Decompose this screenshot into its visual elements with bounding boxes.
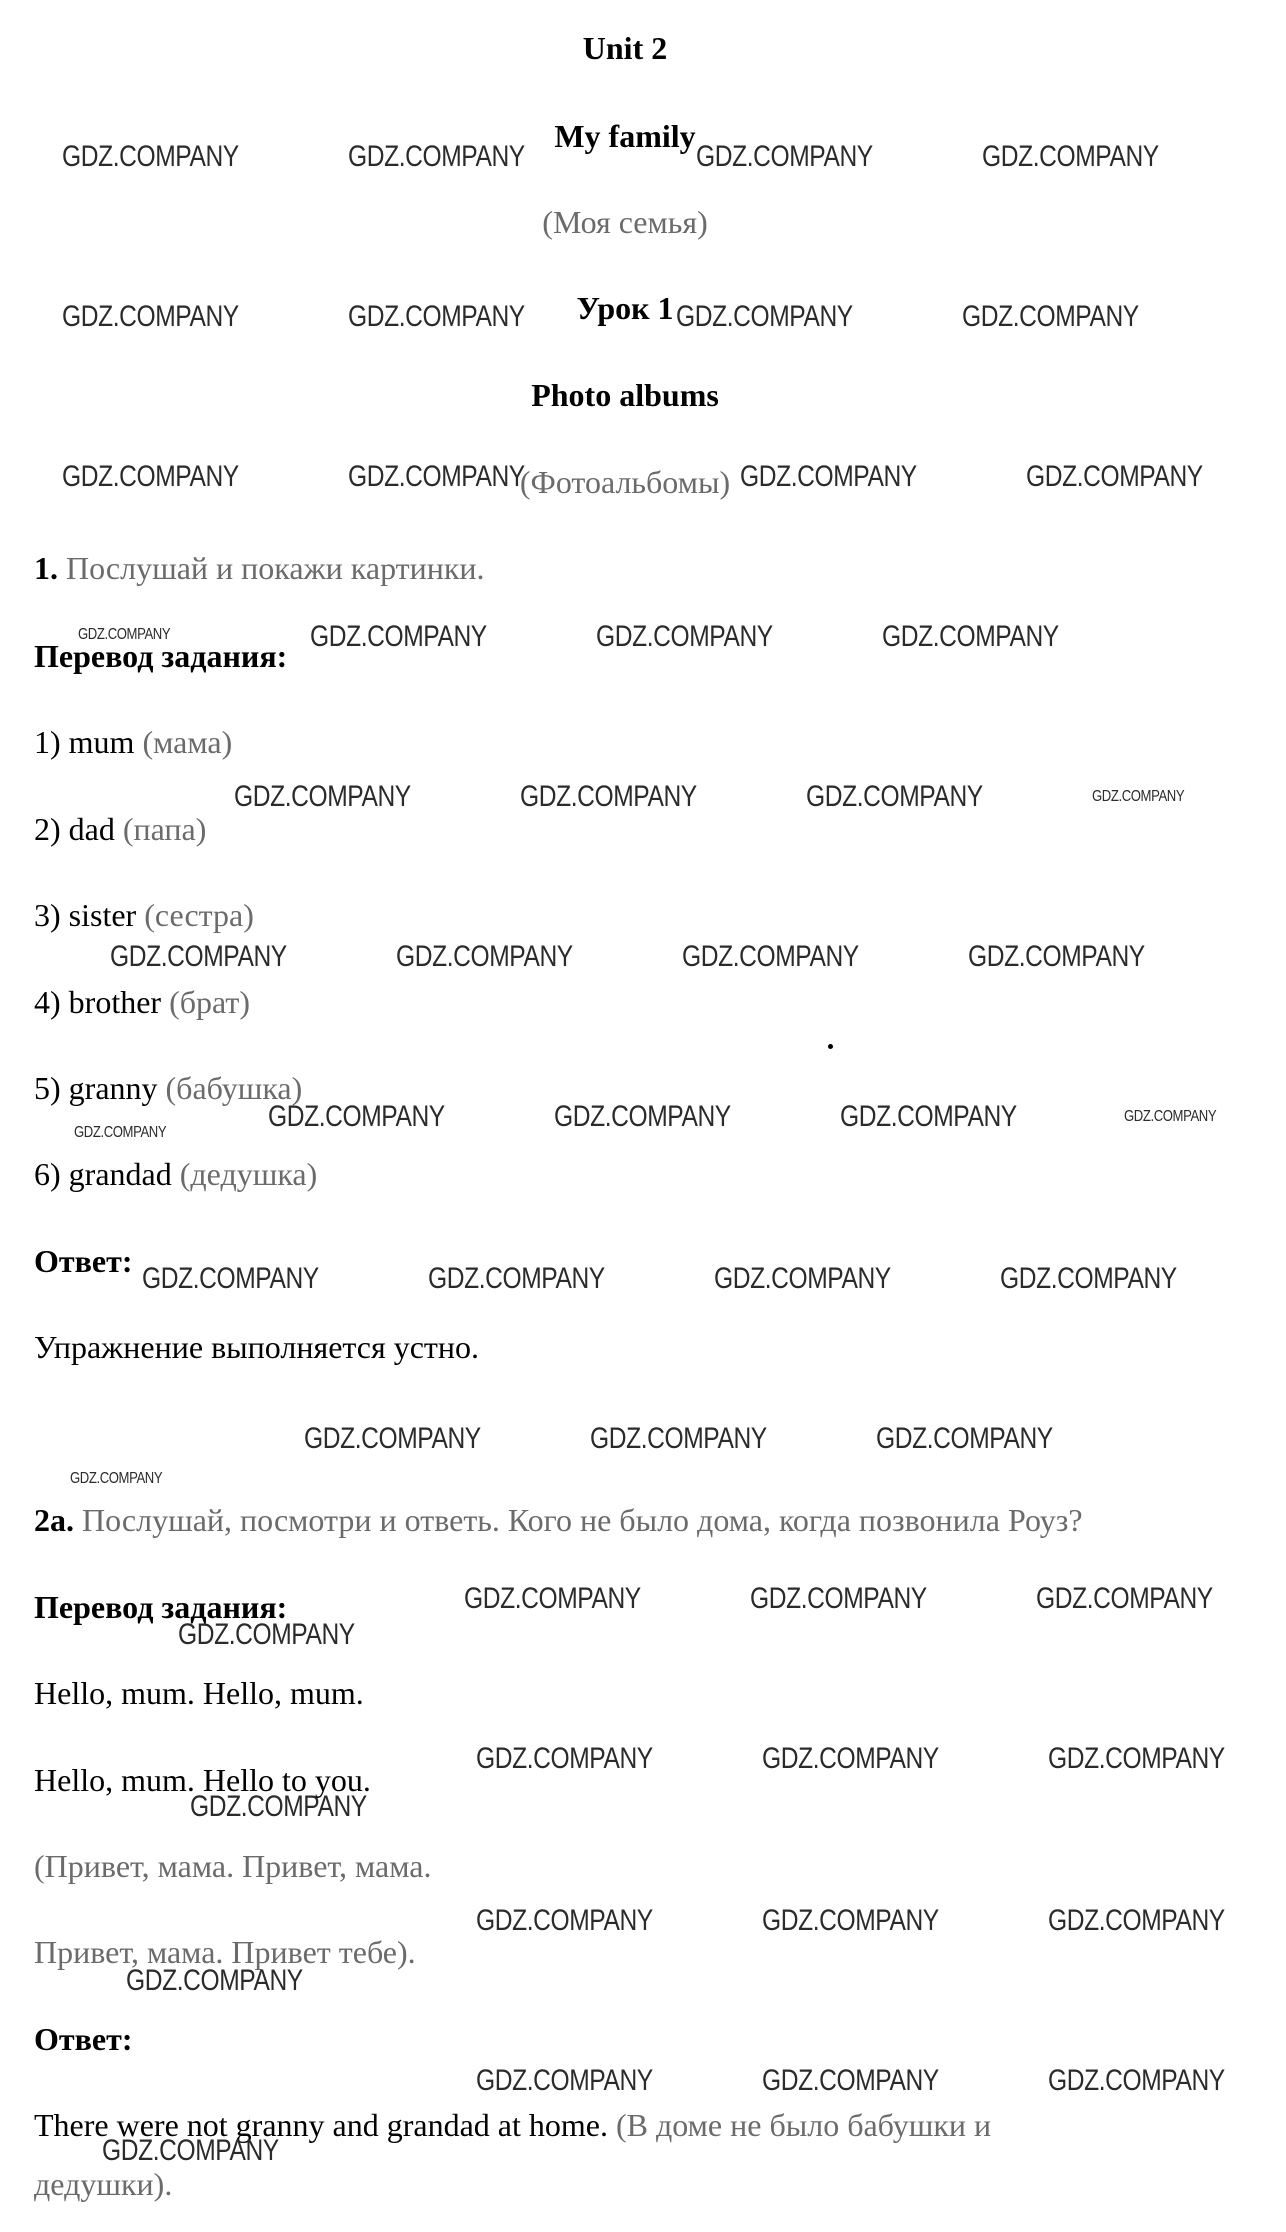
watermark: GDZ.COMPANY (740, 460, 917, 493)
item-word: sister (68, 897, 137, 933)
watermark: GDZ.COMPANY (102, 2134, 279, 2167)
item-number: 3) (34, 897, 61, 933)
watermark: GDZ.COMPANY (682, 940, 859, 973)
watermark: GDZ.COMPANY (476, 1904, 653, 1937)
watermark: GDZ.COMPANY (62, 300, 239, 333)
vocab-item (34, 1068, 302, 1108)
stray-dot (828, 1044, 833, 1049)
watermark: GDZ.COMPANY (62, 460, 239, 493)
item-word: mum (68, 724, 135, 760)
watermark: GDZ.COMPANY (762, 1904, 939, 1937)
item-translation: (брат) (169, 984, 251, 1020)
exercise-number: 1. (34, 550, 58, 586)
watermark: GDZ.COMPANY (762, 1742, 939, 1775)
watermark: GDZ.COMPANY (962, 300, 1139, 333)
lesson-heading: Урок 1 (576, 290, 674, 326)
watermark: GDZ.COMPANY (74, 1124, 167, 1141)
watermark: GDZ.COMPANY (348, 300, 525, 333)
watermark: GDZ.COMPANY (1048, 1904, 1225, 1937)
exercise-instruction: Послушай, посмотри и ответь. Кого не было дома, когда позвонила Роуз? (82, 1502, 1083, 1538)
watermark: GDZ.COMPANY (476, 1742, 653, 1775)
vocab-item (34, 982, 250, 1022)
answer-english: There were not granny and grandad at home. (34, 2107, 608, 2143)
watermark: GDZ.COMPANY (464, 1582, 641, 1615)
unit-title: My family (554, 118, 696, 154)
item-word: brother (68, 984, 162, 1020)
watermark: GDZ.COMPANY (110, 940, 287, 973)
item-translation: (сестра) (144, 897, 254, 933)
item-number: 5) (34, 1070, 61, 1106)
watermark: GDZ.COMPANY (982, 140, 1159, 173)
watermark: GDZ.COMPANY (596, 620, 773, 653)
exercise-2a-task (34, 1500, 1083, 1540)
vocab-item (34, 809, 206, 849)
watermark: GDZ.COMPANY (520, 780, 697, 813)
watermark: GDZ.COMPANY (676, 300, 853, 333)
watermark: GDZ.COMPANY (304, 1422, 481, 1455)
exercise-instruction: Послушай и покажи картинки. (66, 550, 485, 586)
watermark: GDZ.COMPANY (876, 1422, 1053, 1455)
watermark: GDZ.COMPANY (554, 1100, 731, 1133)
watermark: GDZ.COMPANY (1048, 2064, 1225, 2097)
song-line: Hello, mum. Hello to you. (34, 1762, 371, 1798)
watermark: GDZ.COMPANY (590, 1422, 767, 1455)
unit-title-translation: (Моя семья) (542, 204, 708, 240)
watermark: GDZ.COMPANY (840, 1100, 1017, 1133)
translation-label: Перевод задания: (34, 1589, 288, 1625)
watermark: GDZ.COMPANY (1048, 1742, 1225, 1775)
watermark: GDZ.COMPANY (78, 626, 171, 643)
answer-russian: (В доме не было бабушки и (615, 2107, 992, 2143)
exercise-1-task (34, 548, 485, 588)
watermark: GDZ.COMPANY (428, 1262, 605, 1295)
song-translation-line: (Привет, мама. Привет, мама. (34, 1848, 432, 1884)
exercise-number: 2a. (34, 1502, 74, 1538)
item-word: granny (68, 1070, 158, 1106)
answer-text: Упражнение выполняется устно. (34, 1329, 479, 1365)
item-word: dad (68, 811, 115, 847)
watermark: GDZ.COMPANY (968, 940, 1145, 973)
watermark: GDZ.COMPANY (234, 780, 411, 813)
item-number: 1) (34, 724, 61, 760)
watermark: GDZ.COMPANY (62, 140, 239, 173)
watermark: GDZ.COMPANY (70, 1470, 163, 1487)
watermark: GDZ.COMPANY (348, 140, 525, 173)
answer-label: Ответ: (34, 1243, 133, 1279)
watermark: GDZ.COMPANY (310, 620, 487, 653)
watermark: GDZ.COMPANY (126, 1964, 303, 1997)
watermark: GDZ.COMPANY (1092, 788, 1185, 805)
lesson-title: Photo albums (531, 377, 719, 413)
item-number: 6) (34, 1156, 61, 1192)
answer-label: Ответ: (34, 2021, 133, 2057)
translation-label: Перевод задания: (34, 638, 288, 674)
item-number: 4) (34, 984, 61, 1020)
song-line: Hello, mum. Hello, mum. (34, 1675, 364, 1711)
watermark: GDZ.COMPANY (396, 940, 573, 973)
watermark: GDZ.COMPANY (882, 620, 1059, 653)
watermark: GDZ.COMPANY (806, 780, 983, 813)
item-translation: (мама) (142, 724, 233, 760)
vocab-item (34, 722, 232, 762)
item-translation: (дедушка) (179, 1156, 318, 1192)
vocab-item (34, 895, 254, 935)
song-translation-line: Привет, мама. Привет тебе). (34, 1934, 416, 1970)
watermark: GDZ.COMPANY (476, 2064, 653, 2097)
watermark: GDZ.COMPANY (268, 1100, 445, 1133)
watermark: GDZ.COMPANY (750, 1582, 927, 1615)
watermark: GDZ.COMPANY (714, 1262, 891, 1295)
watermark: GDZ.COMPANY (190, 1790, 367, 1823)
lesson-title-translation: (Фотоальбомы) (519, 464, 731, 500)
item-word: grandad (68, 1156, 172, 1192)
watermark: GDZ.COMPANY (762, 2064, 939, 2097)
item-translation: (папа) (122, 811, 207, 847)
vocab-item (34, 1154, 317, 1194)
watermark: GDZ.COMPANY (696, 140, 873, 173)
item-number: 2) (34, 811, 61, 847)
watermark: GDZ.COMPANY (1124, 1108, 1217, 1125)
answer-text-continued: дедушки). (34, 2166, 173, 2202)
watermark: GDZ.COMPANY (348, 460, 525, 493)
watermark: GDZ.COMPANY (142, 1262, 319, 1295)
item-translation: (бабушка) (165, 1070, 303, 1106)
unit-heading: Unit 2 (582, 30, 668, 66)
watermark: GDZ.COMPANY (1036, 1582, 1213, 1615)
watermark: GDZ.COMPANY (1026, 460, 1203, 493)
watermark: GDZ.COMPANY (178, 1618, 355, 1651)
watermark: GDZ.COMPANY (1000, 1262, 1177, 1295)
